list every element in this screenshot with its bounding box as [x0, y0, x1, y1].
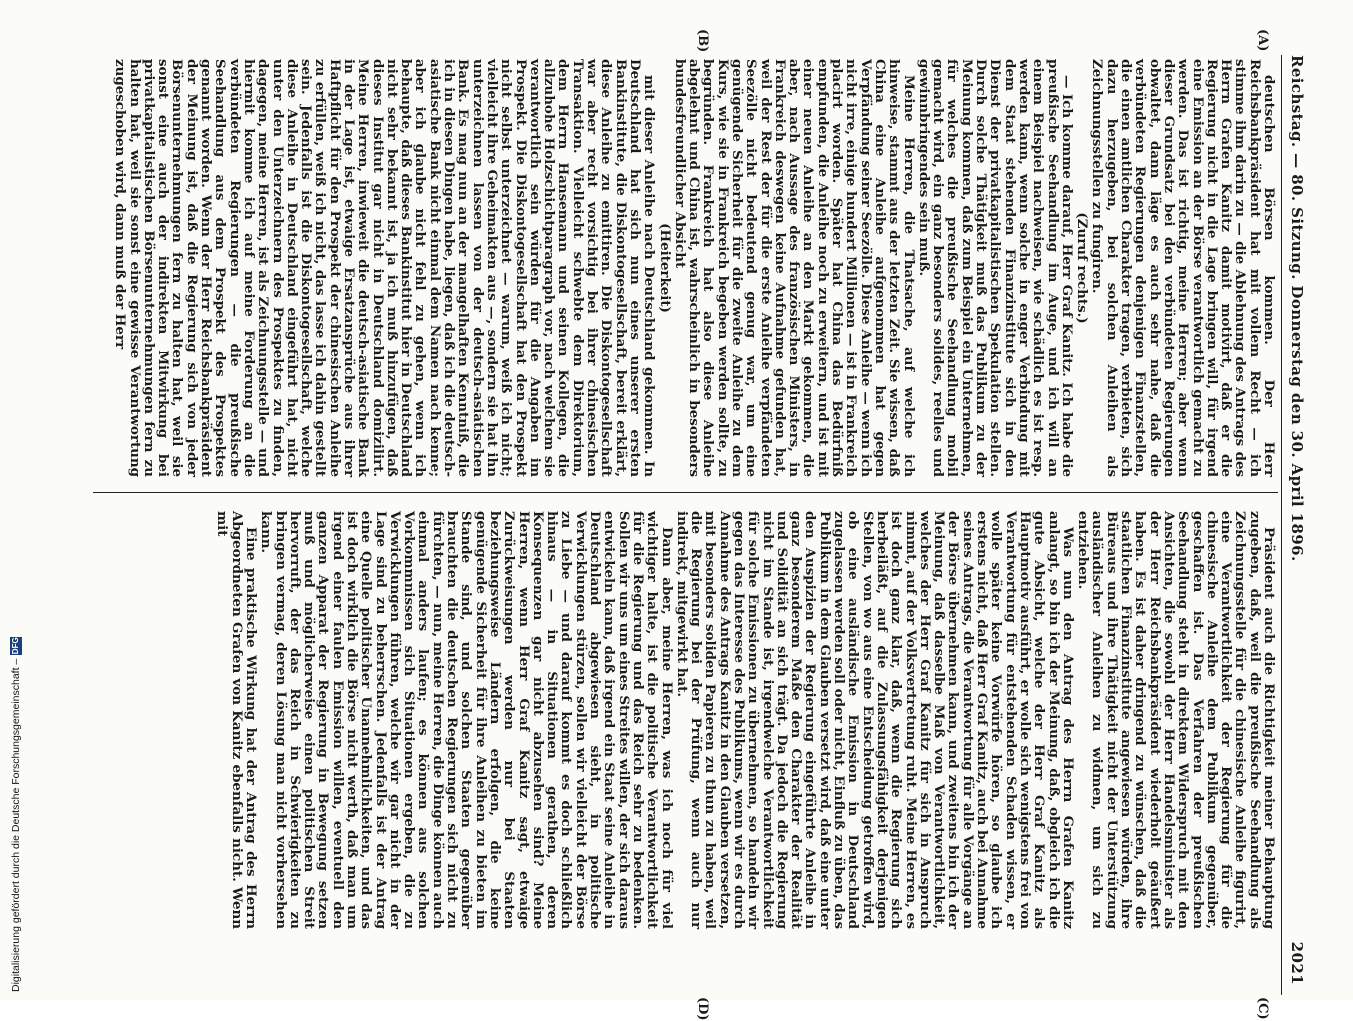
- paragraph: Was nun den Antrag des Herrn Grafen Kanitz anlangt, so bin ich der Meinung, daß, obgleich ich die gute Absicht, welche der Herr Graf Kanitz als Hauptmotiv ausführt, er wolle sich wenigstens frei von Verantwortung für entstehenden Schaden wissen, er wolle später keine Vorwürfe hören, so glaube ich erstens nicht, daß Herr Graf Kanitz, auch bei Annahme seines Antrags, die Verantwortung für alle Vorgänge an der Börse übernehmen kann, und zweitens bin ich der Meinung, daß dasselbe Maß von Verantwortlichkeit, welches der Herr Graf Kanitz für sich in Anspruch nimmt, auf der Volksvertretung ruht. Meine Herren, es ist doch ganz klar, daß, wenn die Regierung sich herbeiläßt, auf die Zulassungsfähigkeit derjenigen Stellen, von wo aus eine Entscheidung getroffen wird, ob eine ausländische Emission in Deutschland zugelassen werden soll oder nicht, Einfluß zu üben, das Publikum in dem Glauben versetzt wird, daß eine unter den Auspizien der Regierung eingeführte Anleihe in ganz besonderem Maße den Charakter der Realität und Solidität an sich trägt. Da jedoch die Regierung nicht im Stande ist, irgendwelche Verantwortlichkeit für solche Emissionen zu übernehmen, so handeln wir gegen das Interesse des Publikums, wenn wir es durch Annahme des Antrags Kanitz in den Glauben versetzen, mit besonders soliden Papieren zu thun zu haben, weil die Regierung bei der Prüfung, wenn auch nur indirekt, mitgewirkt hat.: [673, 511, 1076, 930]
- digitization-credit: [10, 637, 22, 992]
- paragraph: Dann aber, meine Herren, was ich noch für viel wichtiger halte, ist die politische Verantwortlichkeit für die Regierung und das Reich sehr zu bedenken. Sollen wir uns um eines Streites willen, der sich daraus entwickeln kann, daß irgend ein Staat seine Anleihe in Deutschland abgewiesen sieht, in politische Verwicklungen stürzen, sollen wir vielleicht der Börse zu Liebe — und darauf kommt es doch schließlich hinaus — in Situationen gerathen, deren Konsequenzen gar nicht abzusehen sind? Meine Herren, wenn Herr Graf Kanitz sagt, etwaige Zurückweisungen werden nur bei Staaten beziehungsweise Ländern erfolgen, die keine genügende Sicherheit für ihre Anleihen zu bieten im Stande sind, und solchen Staaten gegenüber brauchten die deutschen Regierungen sich nicht zu fürchten, — nun, meine Herren, die Dinge können auch einmal anders laufen; es können aus solchen Vorkommnissen sich Situationen ergeben, die zu Verwicklungen führen, welche wir gar nicht in der Lage sind zu beherrschen. Jedenfalls ist der Antrag eine Quelle politischer Unannehmlichkeiten, und das ist doch wirklich die Börse nicht werth, daß man um irgend einer faulen Emission willen, eventuell den ganzen Apparat der Regierung in Bewegung setzen muß und möglicherweise einen politischen Streit hervorruft, der das Reich in Schwierigkeiten zu bringen vermag, deren Lösung man nicht vorhersehen kann.: [258, 511, 675, 929]
- paragraph: Meine Herren, die Thatsache, auf welche ich hinweise, stammt aus der letzten Zeit. Sie wissen, daß China eine Anleihe aufgenommen hat gegen Verpfändung seiner Seezölle. Diese Anleihe — wenn ich nicht irre, einige hundert Millionen — ist in Frankreich placirt worden. Später hat China das Bedürfniß empfunden, die Anleihe noch zu erweitern, und ist mit einer neuen Anleihe an den Markt gekommen, die aber, nach Aussage des französischen Ministers, in Frankreich deswegen keine Aufnahme gefunden hat, weil der Rest der für die erste Anleihe verpfändeten Seezölle nicht bedeutend genug war, um eine genügende Sicherheit für die zweite Anleihe zu dem Kurs, wie sie in Frankreich begeben werden sollte, zu begründen. Frankreich hat also diese Anleihe abgelehnt und China ist, wahrscheinlich in besonders bundesfreundlicher Absicht: [671, 59, 917, 477]
- margin-mark-b: (B): [695, 29, 710, 53]
- dfg-logo: DFG: [11, 637, 20, 655]
- margin-mark-d: (D): [695, 997, 710, 1021]
- page-number: 2021: [1288, 941, 1306, 985]
- margin-mark-a: (A): [1255, 29, 1270, 52]
- text-column-left: [94, 59, 1276, 477]
- interjection: (Heiterkeit): [656, 223, 673, 313]
- paragraph: — Ich komme darauf, Herr Graf Kanitz. Ich habe die preußische Seehandlung im Auge, und ich will an einem Beispiel nachweisen, wie schädlich es ist resp. werden kann, wenn solche in enger Verbindung mit dem Staat stehenden Finanzinstitute sich in den Dienst der privatkapitalistischen Spekulation stellen. Durch solche Thätigkeit muß das Publikum zu der Meinung kommen, daß zum Beispiel ein Unternehmen, für welches die preußische Seehandlung mobil gemacht wird, ein ganz besonders solides, reelles und gewinnbringendes sein muß.: [915, 59, 1075, 477]
- interjection: (Zuruf rechts.): [1074, 212, 1091, 324]
- paragraph: deutschen Börsen kommen. Der Herr Reichsbankpräsident hat mit vollem Recht — ich stimme ihm darin zu — die Ablehnung des Antrags des Herrn Grafen Kanitz damit motivirt, daß er die Regierung nicht in die Lage bringen will, für irgend eine Emission an der Börse verantwortlich gemacht zu werden. Das ist richtig, meine Herren; aber wenn dieser Grundsatz bei den verbündeten Regierungen obwaltet, dann läge es auch sehr nahe, daß die verbündeten Regierungen denjenigen Finanzstellen, die einen amtlichen Charakter tragen, verbieten, sich dazu herzugeben, bei solchen Anleihen als Zeichnungsstellen zu fungiren.: [1089, 59, 1277, 477]
- rotated-newspaper-page: [85, 29, 1310, 1021]
- paragraph: mit dieser Anleihe nach Deutschland gekommen. In Deutschland hat sich nun eines unserer ersten Bankinstitute, die Diskontogesellschaft, bereit erklärt, diese Anleihe zu emittiren. Die Diskontogesellschaft war aber recht vorsichtig bei ihrer chinesischen Transaktion. Vielleicht schwebte dem Direktorium, dem Herrn Hansemann und seinen Kollegen, die allzuhohe Holzschichtparagraph vor, nach welchem sie verantwortlich sein würden für die Angaben im Prospekt. Die Diskontogesellschaft hat den Prospekt nicht selbst unterzeichnet — warum, weiß ich nicht; vielleicht ihre Geheimakten aus —, sondern sie hat ihn unterzeichnen lassen von der deutsch-asiatischen Bank. Es mag nun an der mangelhaften Kenntniß, die ich in diesen Dingen habe, liegen, daß ich die deutsch-asiatische Bank nicht einmal dem Namen nach kenne; aber ich glaube nicht fehl zu gehen, wenn ich behaupte, daß dieses Bankinstitut hier in Deutschland nicht sehr bekannt ist, ja ich muß hinzufügen, daß dieses Institut gar nicht in Deutschland domizilirt. Meine Herren, inwieweit die deutsch-asiatische Bank in der Lage ist, etwaige Ersatzansprüche aus ihrer Haftpflicht für den Prospekt der chinesischen Anleihe zu erfüllen, weiß ich nicht, das lasse ich dahin gestellt sein. Jedenfalls ist die Diskontogesellschaft, welche diese Anleihe in Deutschland eingeführt hat, nicht unter den Unterzeichnern des Prospektes zu finden, dagegen, meine Herren, ist als Zeichnungsstelle — und hiermit komme ich auf meine Forderung an die verbündeten Regierungen — die preußische Seehandlung aus dem Prospekt des Prospektes genannt worden. Wenn der Herr Reichsbankpräsident der Meinung ist, daß die Regierung sich von jeder Börsenunternehmungen fern zu halten hat, weil sie sonst eine auch der indirekten Mitwirkung bei privatkapitalistischen Börsenunternehmungen fern zu halten hat, weil sie sonst eine gewisse Verantwortung zugeschoben wird, dann muß der Herr: [112, 59, 658, 477]
- paragraph: Präsident auch die Richtigkeit meiner Behauptung zugeben, daß, weil die preußische Seehandlung als Zeichnungsstelle für die chinesische Anleihe figurirt, eine Verantwortlichkeit der Regierung für die chinesische Anleihe dem Publikum gegenüber, geschaffen ist. Das Verfahren der preußischen Seehandlung steht in direktem Widerspruch mit den Ansichten, die sowohl der Herr Handelsminister als der Herr Reichsbankpräsident wiederholt geäußert haben. Es ist daher dringend zu wünschen, daß die staatlichen Finanzinstitute angewiesen würden, ihre Büreaus und ihre Thätigkeit nicht der Unterstützung ausländischer Anleihen zu widmen, um sich zu entziehen.: [1075, 511, 1277, 929]
- header-rule: [1281, 55, 1282, 995]
- header-title: Reichstag. — 80. Sitzung. Donnerstag den 30. April 1896.: [1288, 55, 1306, 562]
- paragraph: Eine praktische Wirkung hat der Antrag des Herrn Abgeordneten Grafen von Kanitz ebenfalls nicht. Wenn mit: [214, 511, 259, 929]
- column-divider: [93, 492, 1278, 493]
- running-header: [1284, 55, 1310, 995]
- text-column-right: [94, 511, 1276, 929]
- margin-mark-c: (C): [1255, 997, 1270, 1020]
- credit-text: Digitalisierung gefördert durch die Deutsche Forschungsgemeinschaft –: [10, 658, 22, 992]
